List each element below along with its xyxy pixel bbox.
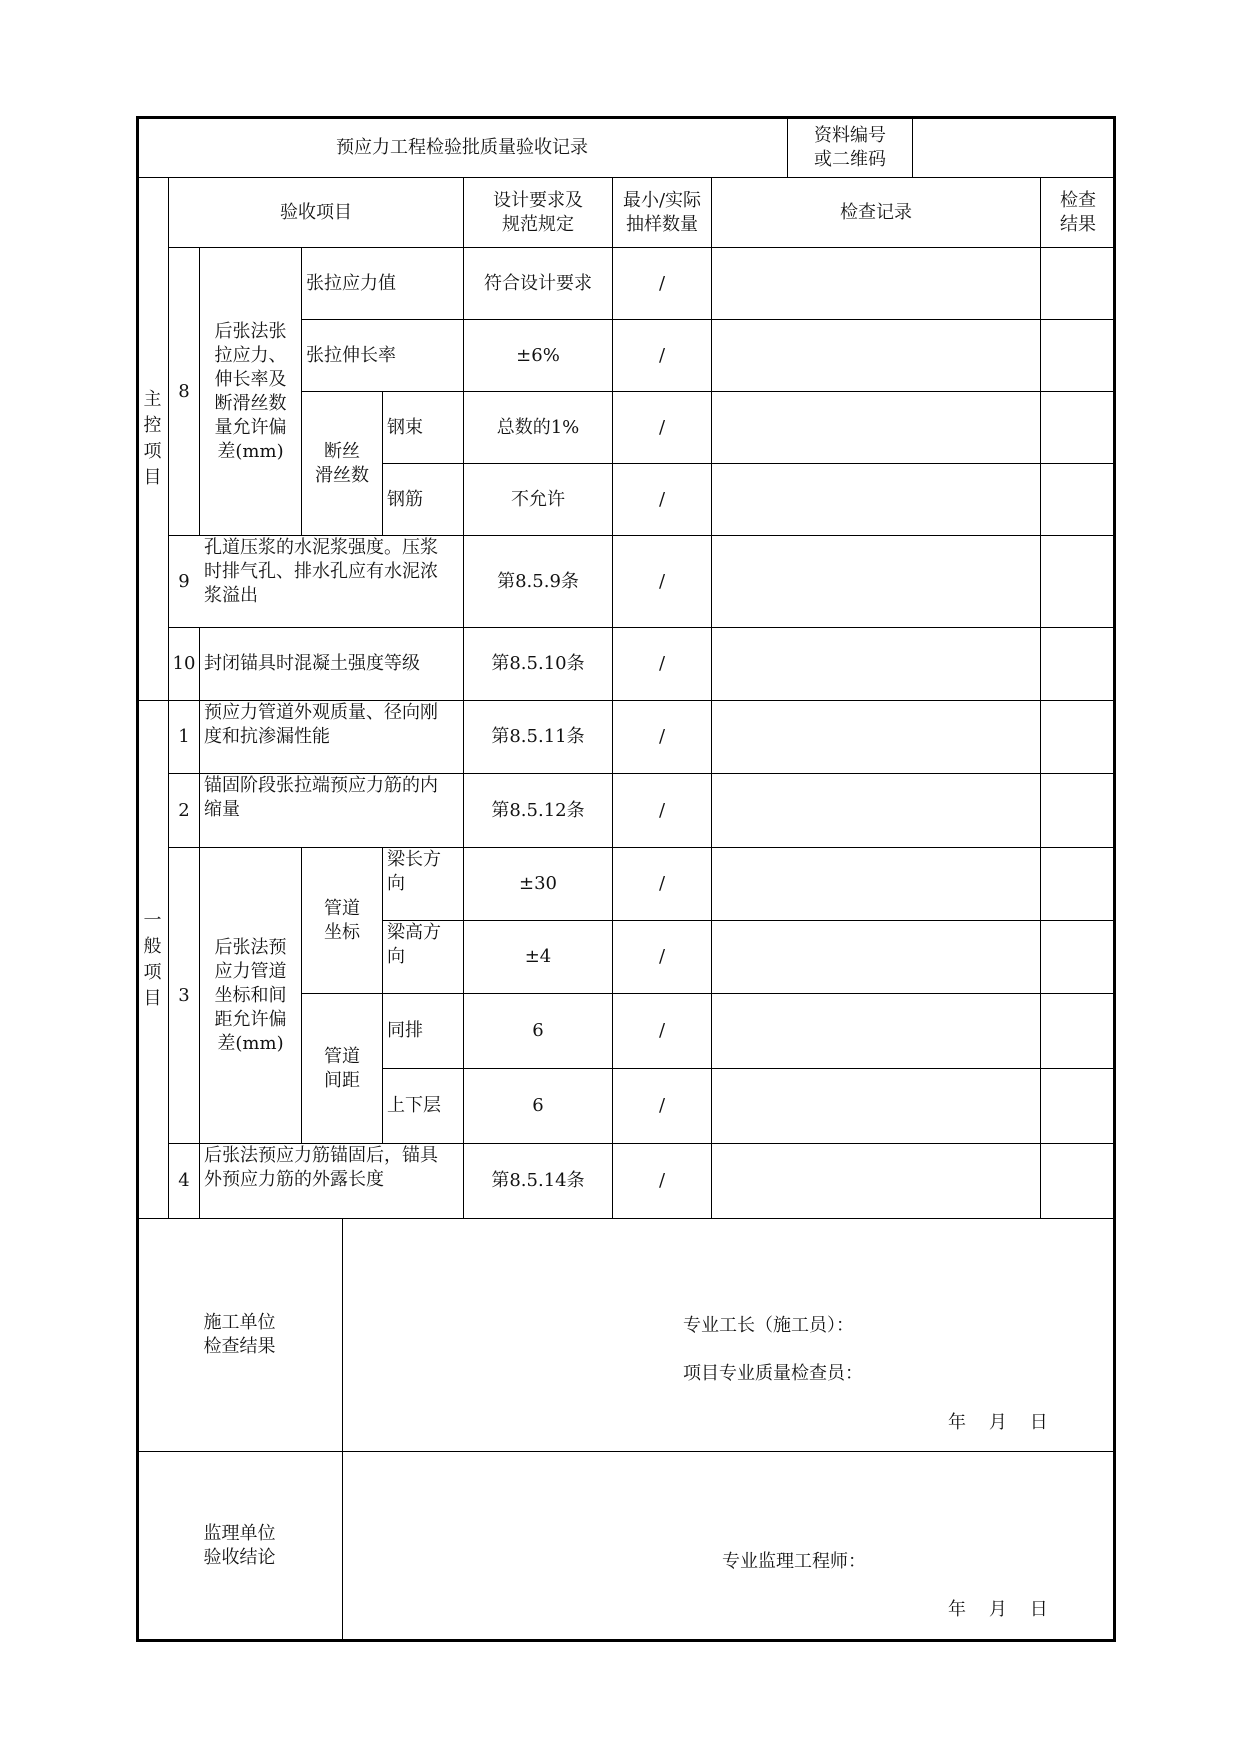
requirement-value: 第8.5.14条 (491, 1170, 585, 1191)
item-name: 封闭锚具时混凝土强度等级 (204, 653, 420, 674)
check-result-field[interactable] (1041, 536, 1115, 627)
general-items-label: 一 般 项 目 (143, 909, 162, 1009)
check-result-field[interactable] (1041, 921, 1115, 993)
requirement-value: 第8.5.9条 (497, 570, 579, 592)
column-header-sample: 最小/实际 抽样数量 (622, 189, 702, 235)
check-result-field[interactable] (1041, 701, 1115, 773)
check-record-field[interactable] (712, 774, 1040, 847)
sample-count: / (658, 1170, 666, 1191)
supervising-engineer-signature-label: 专业监理工程师： (722, 1551, 866, 1572)
check-record-field[interactable] (712, 392, 1040, 463)
check-record-field[interactable] (712, 848, 1040, 920)
sample-count: / (658, 946, 666, 967)
sub-item-label: 钢束 (387, 416, 423, 438)
requirement-value: 6 (532, 1095, 544, 1116)
item-number: 9 (178, 570, 190, 592)
check-result-field[interactable] (1041, 628, 1115, 700)
sub-group-label: 断丝 滑丝数 (315, 440, 369, 486)
sample-count: / (658, 799, 666, 821)
sub-group-label: 管道 间距 (324, 1045, 360, 1091)
requirement-value: 总数的1% (496, 416, 580, 438)
sample-count: / (658, 272, 666, 294)
item-name: 后张法张 拉应力、 伸长率及 断滑丝数 量允许偏 差(mm) (214, 320, 287, 462)
column-header-record: 检查记录 (840, 201, 912, 223)
sample-count: / (658, 1020, 666, 1041)
check-result-field[interactable] (1041, 464, 1115, 535)
sub-item-label: 梁高方 向 (387, 922, 441, 967)
check-record-field[interactable] (712, 1069, 1040, 1143)
check-record-field[interactable] (712, 320, 1040, 391)
item-name: 锚固阶段张拉端预应力筋的内 缩量 (204, 775, 438, 820)
requirement-value: 第8.5.12条 (491, 799, 585, 821)
requirement-value: ±30 (519, 873, 557, 894)
sample-count: / (658, 1095, 666, 1116)
check-record-field[interactable] (712, 1144, 1040, 1218)
check-result-field[interactable] (1041, 774, 1115, 847)
check-record-field[interactable] (712, 628, 1040, 700)
check-record-field[interactable] (712, 994, 1040, 1068)
sample-count: / (658, 570, 666, 592)
item-number: 2 (178, 799, 190, 821)
record-code-label: 资料编号 或二维码 (814, 125, 886, 170)
check-record-field[interactable] (712, 248, 1040, 319)
requirement-value: 第8.5.10条 (491, 653, 585, 674)
check-result-field[interactable] (1041, 1144, 1115, 1218)
record-code-field[interactable] (913, 119, 1115, 177)
item-number: 8 (178, 380, 190, 402)
foreman-signature-label: 专业工长（施工员）： (683, 1315, 854, 1336)
form-title: 预应力工程检验批质量验收记录 (336, 137, 588, 158)
item-number: 10 (172, 653, 196, 674)
requirement-value: ±6% (516, 344, 560, 366)
requirement-value: ±4 (524, 946, 552, 967)
sample-count: / (658, 416, 666, 438)
requirement-value: 第8.5.11条 (491, 726, 585, 747)
check-result-field[interactable] (1041, 320, 1115, 391)
supervision-date: 年 月 日 (948, 1599, 1048, 1620)
sample-count: / (658, 726, 666, 747)
item-number: 1 (178, 726, 190, 747)
sub-group-label: 管道 坐标 (324, 897, 360, 943)
column-header-design: 设计要求及 规范规定 (493, 189, 583, 235)
requirement-value: 符合设计要求 (484, 272, 592, 294)
check-record-field[interactable] (712, 701, 1040, 773)
check-record-field[interactable] (712, 536, 1040, 627)
check-record-field[interactable] (712, 921, 1040, 993)
check-result-field[interactable] (1041, 248, 1115, 319)
check-result-field[interactable] (1041, 848, 1115, 920)
sub-item-label: 钢筋 (387, 488, 423, 510)
check-record-field[interactable] (712, 464, 1040, 535)
construction-date: 年 月 日 (948, 1412, 1048, 1433)
check-result-field[interactable] (1041, 1069, 1115, 1143)
sample-count: / (658, 873, 666, 894)
construction-unit-label: 施工单位 检查结果 (203, 1312, 276, 1357)
requirement-value: 6 (532, 1020, 544, 1041)
column-header-result: 检查 结果 (1060, 189, 1096, 235)
main-control-label: 主 控 项 目 (143, 389, 162, 488)
sub-item-label: 上下层 (387, 1095, 441, 1116)
check-result-field[interactable] (1041, 392, 1115, 463)
item-number: 3 (178, 984, 190, 1006)
check-result-field[interactable] (1041, 994, 1115, 1068)
sub-item-label: 同排 (387, 1020, 423, 1041)
sample-count: / (658, 653, 666, 674)
item-name: 后张法预 应力管道 坐标和间 距允许偏 差(mm) (214, 936, 287, 1054)
column-header-item: 验收项目 (280, 201, 352, 223)
sample-count: / (658, 344, 666, 366)
sub-item-label: 张拉应力值 (306, 272, 396, 294)
item-name: 孔道压浆的水泥浆强度。压浆 时排气孔、排水孔应有水泥浓 浆溢出 (204, 537, 438, 606)
quality-inspector-signature-label: 项目专业质量检查员： (683, 1363, 863, 1384)
item-number: 4 (178, 1170, 190, 1191)
sample-count: / (658, 488, 666, 510)
sub-item-label: 梁长方 向 (387, 849, 441, 894)
item-name: 预应力管道外观质量、径向刚 度和抗渗漏性能 (204, 702, 438, 747)
sub-item-label: 张拉伸长率 (306, 344, 396, 366)
requirement-value: 不允许 (511, 488, 565, 510)
item-name: 后张法预应力筋锚固后，锚具 外预应力筋的外露长度 (204, 1145, 438, 1190)
supervision-unit-label: 监理单位 验收结论 (203, 1523, 276, 1568)
